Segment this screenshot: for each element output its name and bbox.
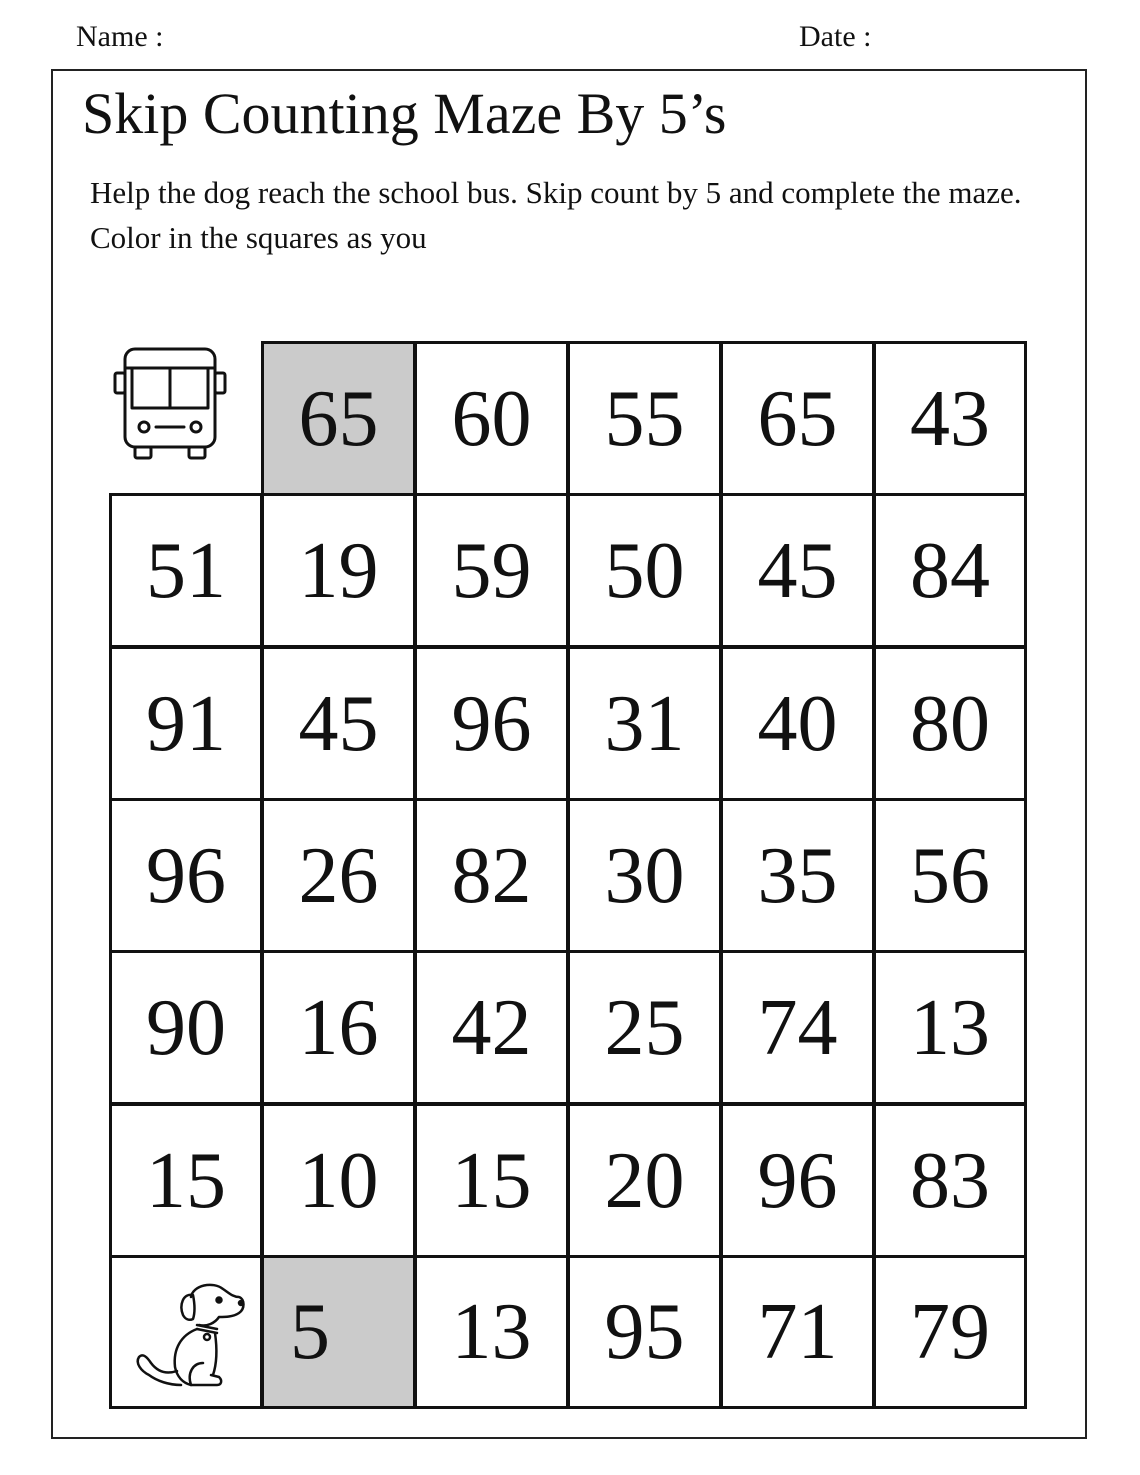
- maze-start: [109, 1255, 263, 1409]
- maze-cell[interactable]: 71: [720, 1255, 875, 1409]
- maze-cell[interactable]: 80: [873, 646, 1027, 801]
- maze-cell[interactable]: 50: [567, 493, 722, 648]
- name-label: Name :: [76, 20, 164, 53]
- maze-cell[interactable]: 51: [109, 493, 263, 648]
- maze-cell[interactable]: 26: [261, 798, 416, 953]
- maze-cell[interactable]: 90: [109, 950, 263, 1105]
- maze-cell[interactable]: 83: [873, 1103, 1027, 1258]
- maze-cell[interactable]: 16: [261, 950, 416, 1105]
- maze-cell[interactable]: 65: [261, 341, 416, 496]
- maze-cell[interactable]: 31: [567, 646, 722, 801]
- maze-cell[interactable]: 13: [414, 1255, 569, 1409]
- maze-cell[interactable]: 79: [873, 1255, 1027, 1409]
- maze-cell[interactable]: 15: [109, 1103, 263, 1258]
- maze-cell[interactable]: 95: [567, 1255, 722, 1409]
- maze-cell[interactable]: 13: [873, 950, 1027, 1105]
- maze-cell[interactable]: 82: [414, 798, 569, 953]
- maze-cell[interactable]: 96: [109, 798, 263, 953]
- maze-cell[interactable]: 35: [720, 798, 875, 953]
- page-title: Skip Counting Maze By 5’s: [82, 81, 727, 146]
- maze-cell[interactable]: 43: [873, 341, 1027, 496]
- maze-cell[interactable]: 45: [261, 646, 416, 801]
- maze-cell[interactable]: 60: [414, 341, 569, 496]
- maze-cell[interactable]: 59: [414, 493, 569, 648]
- maze-cell[interactable]: 74: [720, 950, 875, 1105]
- maze-cell[interactable]: 56: [873, 798, 1027, 953]
- maze-cell[interactable]: 10: [261, 1103, 416, 1258]
- maze-cell[interactable]: 25: [567, 950, 722, 1105]
- maze-goal: [109, 341, 263, 495]
- school-bus-icon: [109, 341, 263, 495]
- maze-cell[interactable]: 96: [414, 646, 569, 801]
- maze-cell[interactable]: 19: [261, 493, 416, 648]
- maze-cell[interactable]: 91: [109, 646, 263, 801]
- dog-icon: [121, 1267, 251, 1397]
- date-label: Date :: [799, 20, 872, 53]
- instructions-text: Help the dog reach the school bus. Skip count by 5 and complete the maze. Color in the squares as you: [90, 175, 1022, 255]
- maze-cell[interactable]: 96: [720, 1103, 875, 1258]
- maze-cell[interactable]: 5: [261, 1255, 416, 1409]
- maze-cell[interactable]: 55: [567, 341, 722, 496]
- maze-cell[interactable]: 45: [720, 493, 875, 648]
- maze-cell[interactable]: 15: [414, 1103, 569, 1258]
- maze-cell[interactable]: 65: [720, 341, 875, 496]
- maze-cell[interactable]: 84: [873, 493, 1027, 648]
- maze-cell[interactable]: 30: [567, 798, 722, 953]
- maze-cell[interactable]: 20: [567, 1103, 722, 1258]
- maze-cell[interactable]: 40: [720, 646, 875, 801]
- maze-cell[interactable]: 42: [414, 950, 569, 1105]
